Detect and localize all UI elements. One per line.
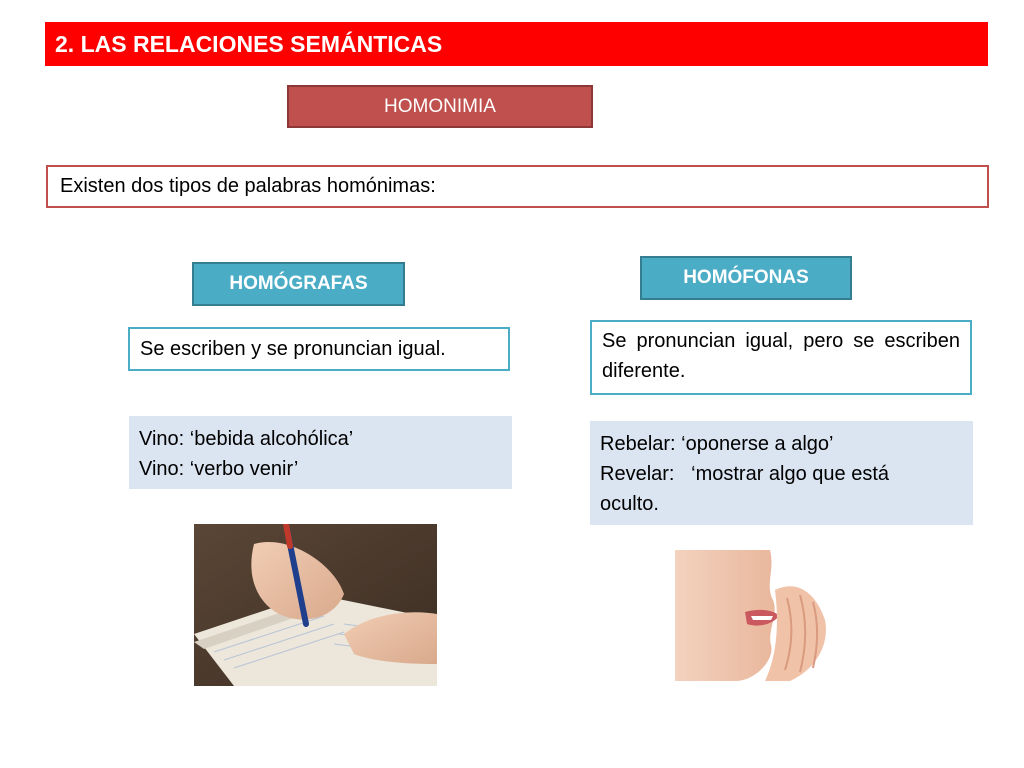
whisper-photo xyxy=(675,550,850,681)
section-label-homonimia: HOMONIMIA xyxy=(287,85,593,128)
homofonas-example-3: oculto. xyxy=(600,493,659,515)
homografas-examples xyxy=(129,416,512,489)
homofonas-examples xyxy=(590,421,973,525)
homofonas-example-1: Rebelar: ‘oponerse a algo’ xyxy=(600,433,834,455)
homografas-example-1: Vino: ‘bebida alcohólica’ xyxy=(139,428,354,450)
homofonas-example-2: Revelar: ‘mostrar algo que está xyxy=(600,463,890,485)
homografas-definition: Se escriben y se pronuncian igual. xyxy=(128,327,510,371)
homofonas-definition: Se pronuncian igual, pero se escriben diferente. xyxy=(590,320,972,395)
homofonas-label: HOMÓFONAS xyxy=(640,256,852,300)
homografas-label: HOMÓGRAFAS xyxy=(192,262,405,306)
writing-photo xyxy=(194,524,437,686)
slide-title: 2. LAS RELACIONES SEMÁNTICAS xyxy=(45,22,988,66)
homografas-example-2: Vino: ‘verbo venir’ xyxy=(139,458,299,480)
intro-text: Existen dos tipos de palabras homónimas: xyxy=(46,165,989,208)
